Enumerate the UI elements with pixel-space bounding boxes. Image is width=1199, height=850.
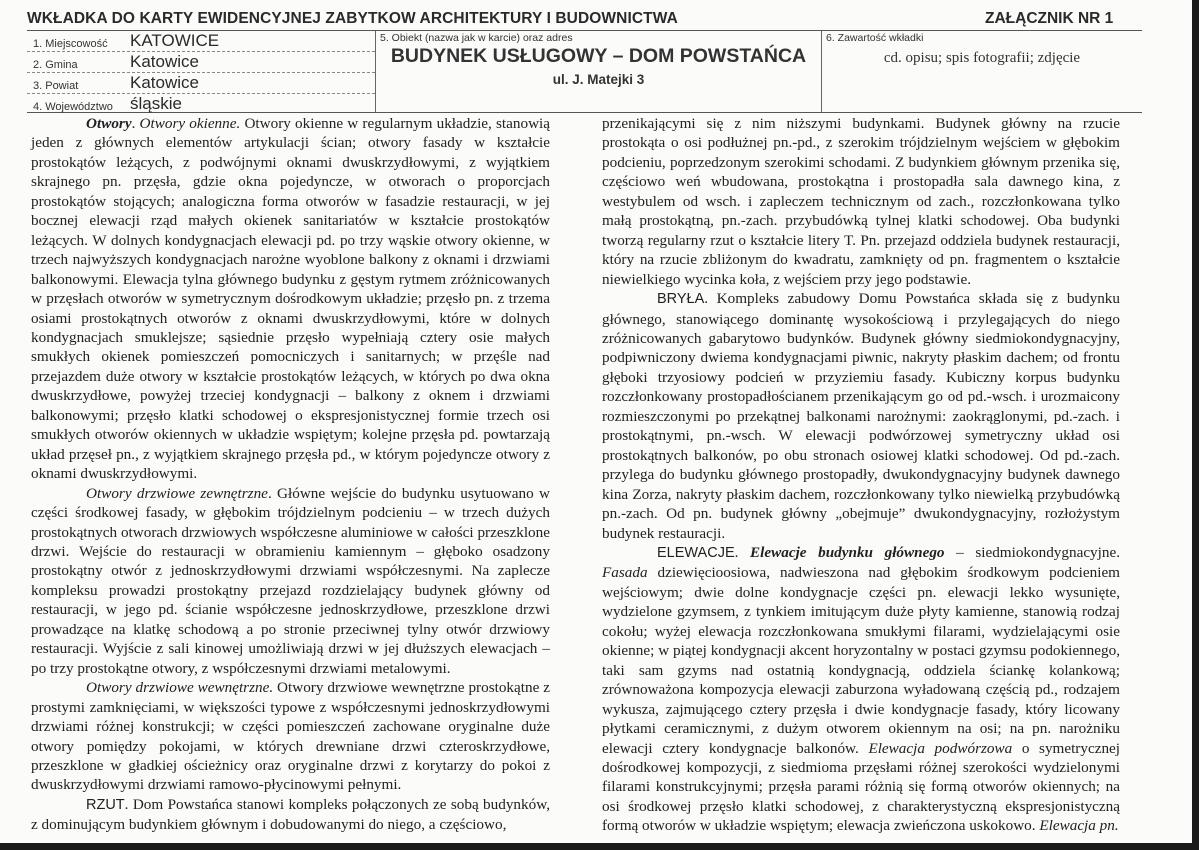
annex-number: ZAŁĄCZNIK NR 1	[985, 10, 1114, 27]
text-column-left	[31, 114, 550, 835]
subheading-interior-doors: Otwory drzwiowe wewnętrzne.	[86, 679, 274, 697]
paragraph-interior-doors	[31, 678, 550, 795]
object-address: ul. J. Matejki 3	[552, 72, 645, 87]
header-table	[27, 30, 1142, 113]
paragraph-bryla	[602, 289, 1120, 543]
term-fasada: Fasada	[602, 564, 648, 582]
paragraph-text: . Główne wejście do budynku usytuowano w części środkowej fasady, w głębokim trójdzielnym podcieniu – w trzech dużych prostokątnych otworach drzwiowych współczesne aluminiowe w całości przeszklone drzwi. Wejście do restauracji w obramieniu kamiennym – głęboko osadzony prostokątny otwór z jednoskrzydłowymi drzwiami współczesnymi. Na zaplecze kompleksu prowadzi prostokątny przejazd rozdzielający budynek główny od restauracji, w jego pd. ścianie współczesne jednoskrzydłowe, przeszklone drzwi prowadzące na klatkę schodową a po stronie przeciwnej tylny otwór drzwiowy restauracji. Wyjście z sali kinowej umożliwiają drzwi w jej dłuższych elewacjach – po trzy prostokątne otwory, z współczesnymi drzwiami metalowymi.	[31, 484, 550, 677]
separator: .	[734, 543, 751, 561]
paragraph-rzut-continued	[602, 114, 1120, 289]
separator: .	[131, 115, 140, 132]
field-powiat	[27, 73, 375, 94]
field-value: śląskie	[130, 94, 182, 113]
paragraph-text: przenikającymi się z nim niższymi budynkami. Budynek główny na rzucie prostokąta o osi podłużnej pn.-pd., z szerokim trójdzielnym wejściem w głębokim podcieniu, poprzedzonym szerokimi schodami. Z budynkiem głównym przenika się, częściowo weń wbudowana, prostokątna i prostopadła sala dawnego kina, z westybulem od wsch. i zapleczem technicznym od zach., rozczłonkowana tylko małą prostokątną, pn.-zach. przybudówką tylnej klatki schodowej. Oba budynki tworzą regularny rzut o kształcie litery T. Pn. przejazd oddziela budynek restauracji, który na rzucie zbliżonym do kwadratu, zamknięty od pn. fragmentem o kształcie niewielkiego wycinka koła, z wejściem przy jego podstawie.	[602, 115, 1120, 288]
field-value: Katowice	[130, 52, 199, 71]
section-heading-otwory: Otwory	[86, 115, 132, 132]
paragraph-text: . Dom Powstańca stanowi kompleks połączonych ze sobą budynków, z dominującym budynkiem głównym i dobudowanymi do niego, a częściowo,	[31, 795, 550, 834]
field-miejscowosc	[27, 31, 375, 52]
location-fields	[27, 31, 375, 112]
paragraph-exterior-doors	[31, 484, 550, 679]
paragraph-rzut	[31, 795, 550, 835]
field-label: 3. Powiat	[33, 80, 79, 92]
section-heading-elewacje: ELEWACJE	[657, 544, 735, 561]
object-cell	[375, 31, 822, 112]
object-label: 5. Obiekt (nazwa jak w karcie) oraz adres	[380, 32, 573, 44]
object-name: BUDYNEK USŁUGOWY – DOM POWSTAŃCA	[390, 45, 807, 67]
field-value: KATOWICE	[130, 31, 220, 50]
paragraph-elewacje	[602, 543, 1120, 836]
term-courtyard-elevation: Elewacja podwórzowa	[868, 739, 1013, 757]
field-gmina	[27, 52, 375, 73]
term-north-elevation: Elewacja pn.	[1039, 817, 1119, 835]
paragraph-text: Otwory okienne w regularnym układzie, stanowią jeden z głównych elementów artykulacji ścian; otwory fasady w kształcie prostokątów leżących, z podwójnymi oknami dwuskrzydłowymi, z wyjątkiem skrajnego pn. przęsła, gdzie okna pojedyncze, w otworach o proporcjach prostokątów stojących; analogiczna forma otworów w fasadzie restauracji, w jej bocznej elewacji rząd małych okienek sanitariatów w kształcie prostokątów leżących. W dolnych kondygnacjach elewacji pd. po trzy wąskie otwory okienne, w trzech najwyższych kondygnacjach narożne wyoblone balkony z oknami i drzwiami balkonowymi. Elewacja tylna głównego budynku z gęstym rytmem zróżnicowanych w przęsłach otworów w symetrycznym dośrodkowym układzie; przęsło pn. z trzema osiami prostokątnych otworów z oknami dwuskrzydłowymi, które w dolnych kondygnacjach smuklejsze; sąsiednie przęsło wypełniają cztery osie małych smukłych okienek pomieszczeń pomocniczych i sanitarnych; w przęśle nad przejazdem duże otwory w kształcie prostokątów leżących, w których po dwa okna dwuskrzydłowe, powyżej trzeciej kondygnacji – balkony z oknem i drzwiami balkonowymi; przęsło klatki schodowej o ekspresjonistycznej formie trzech osi smukłych otworów okiennych w układzie wspiętym; kolejne przęsła pd. powtarzają układ przęseł pn., z wyjątkiem skrajnego przęsła pd., w którym pojedyncze otwory z oknami dwuskrzydłowymi.	[31, 115, 550, 483]
paragraph-text: dziewięcioosiowa, nadwieszona nad głębokim środkowym podcieniem wejściowym; dwie dolne kondygnacje części pn. elewacji lekko wysunięte, wydzielone gzymsem, z tynkiem imitującym duże płyty kamienne, stanowią rodzaj cokołu; wyżej elewacja rozczłonkowana smukłymi filarami, wydzielającymi osie okienne; w piątej kondygnacji akcent horyzontalny w postaci gzymsu podokiennego, taki sam gzyms nad ostatnią kondygnacją, oddziela ściankę kolankową; zrównoważona kompozycja elewacji zaburzona wyładowaną częścią pd., rodzajem wykusza, zajmującego cztery przęsła i dwie kondygnacje fasady, który licowany płytkami ceramicznymi, z dużym otworem okiennym na osi; na pn. narożniku elewacji cztery kondygnacje balkonów.	[602, 564, 1120, 757]
field-wojewodztwo	[27, 94, 375, 114]
field-value: Katowice	[130, 73, 199, 92]
contents-label: 6. Zawartość wkładki	[826, 32, 924, 44]
field-label: 2. Gmina	[33, 59, 78, 71]
section-heading-bryla: BRYŁA	[657, 291, 705, 308]
contents-cell	[822, 31, 1142, 112]
paragraph-text: Otwory drzwiowe wewnętrzne prostokątne z prostymi zamknięciami, w większości typowe z współczesnymi jednoskrzydłowymi drzwiami różnej konstrukcji; w części pomieszczeń zachowane oryginalne duże otwory pomiędzy pokojami, w których drewniane drzwi czteroskrzydłowe, przeszklone w gładkiej ościeżnicy oraz oryginalne drzwi z korytarzy do pokoi z dwuskrzydłowymi drzwiami ramowo-płycinowymi pełnymi.	[31, 679, 550, 794]
contents-value: cd. opisu; spis fotografii; zdjęcie	[883, 50, 1081, 66]
paragraph-text: – siedmiokondygnacyjne.	[944, 543, 1120, 561]
text-column-right	[602, 114, 1120, 836]
form-title: WKŁADKA DO KARTY EWIDENCYJNEJ ZABYTKOW ARCHITEKTURY I BUDOWNICTWA	[27, 10, 678, 27]
paragraph-text: o symetrycznej dośrodkowej kompozycji, z siedmioma przęsłami różnej szerokości wydzielonymi filarami konstrukcyjnymi; przęsła parami różnią się formą otworów okiennych; na osi środkowej przęsło klatki schodowej, z charakterystyczną ekspresjonistyczną formą otworów w układzie wspiętym; elewacja zwieńczona uskokowo.	[602, 739, 1120, 835]
paragraph-text: . Kompleks zabudowy Domu Powstańca składa się z budynku głównego, stanowiącego dominantę wysokościową i przylegających do niego zróżnicowanych gabarytowo budynków. Budynek główny siedmiokondygnacyjny, podpiwniczony dwiema kondygnacjami piwnic, nakryty płaskim dachem; od frontu głęboki trzyosiowy podcień w przyziemiu fasady. Kubiczny korpus budynku rozczłonkowany prostopadłościanem przenikającym go od pd.-wsch. i urozmaicony rozmieszczonymi po przekątnej balkonami narożnymi: zaokrąglonymi, pd.-zach. i prostokątnymi, pn.-wsch. W elewacji podwórzowej symetryczny układ osi prostokątnych balkonów, po obu stronach osiowej klatki schodowej. Od pd.-zach. przylega do budynku głównego prostopadły, dwukondygnacyjny budynek dawnego kina Zorza, nakryty płaskim dachem, rozczłonkowany tylko niewielką przybudówką pn.-zach. Od pn. budynek główny „obejmuje” dwukondygnacyjny, rozłożystym budynek restauracji.	[602, 290, 1120, 542]
subheading-main-building-elevations: Elewacje budynku głównego	[750, 543, 945, 561]
subheading-exterior-doors: Otwory drzwiowe zewnętrzne	[86, 484, 268, 502]
section-heading-rzut: RZUT	[86, 796, 125, 813]
field-label: 4. Województwo	[33, 101, 113, 113]
subheading-window-openings: Otwory okienne.	[139, 115, 241, 132]
paragraph-window-openings	[31, 114, 550, 484]
field-label: 1. Miejscowość	[33, 38, 108, 50]
